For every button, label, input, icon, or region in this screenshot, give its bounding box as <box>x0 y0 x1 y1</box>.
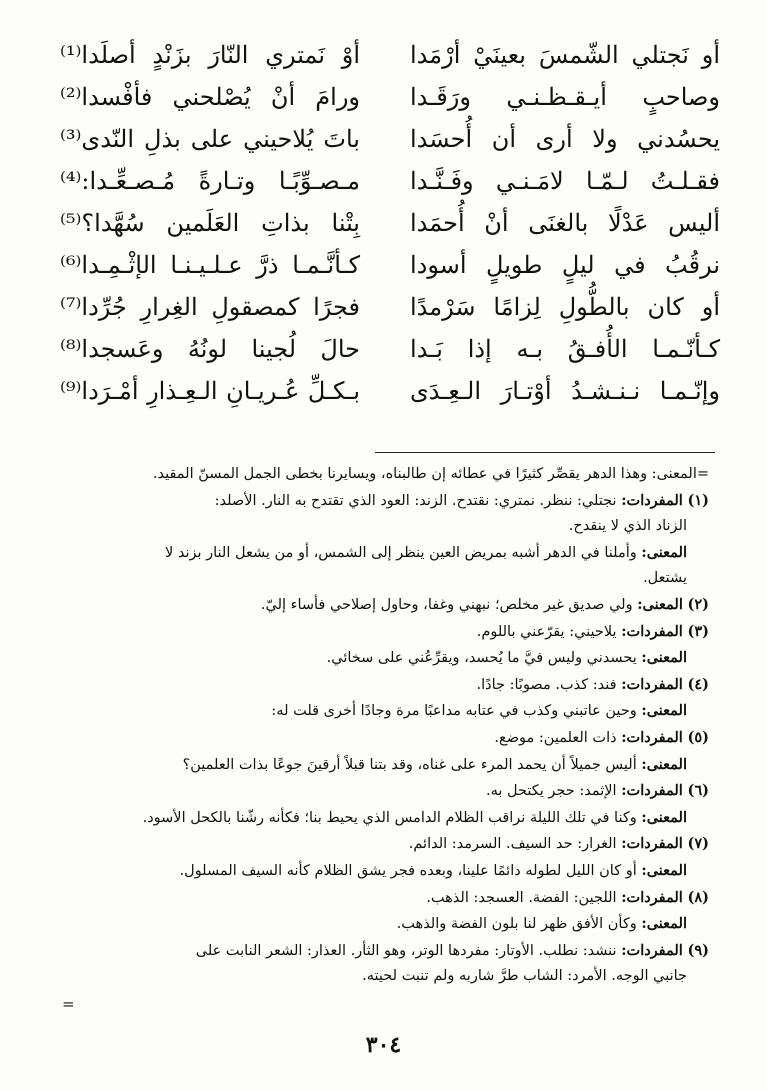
second-hemistich: باتَ يُلاحيني على بذلِ النّدى⁽³⁾ <box>60 125 360 153</box>
footnote-line <box>59 752 709 779</box>
footnote-line <box>59 566 709 592</box>
footnote-text: ولي صديق غير مخلص؛ نبهني وغفا، وحاول إصلاحي فأساء إليّ. <box>260 596 633 613</box>
second-hemistich: بـكـلِّ عُـريـانِ الـعِـذارِ أمْـرَدا⁽⁹⁾ <box>60 377 360 405</box>
footnote-line <box>59 540 709 567</box>
footnote-label: المفردات: <box>621 728 683 746</box>
footnote-text: يلاحيني: يقرّعني باللوم. <box>476 623 617 640</box>
footnote-line <box>59 672 709 699</box>
footnote-text: فند: كذب. مصوبًا: جادًا. <box>476 676 617 693</box>
footnote-line <box>59 725 709 752</box>
footnote-text: جانبي الوجه. الأمرد: الشاب طرَّ شاربه ولم تنبت لحيته. <box>362 968 687 985</box>
second-hemistich: حالَ لُجينا لونُهُ وعَسجدا⁽⁸⁾ <box>60 335 360 363</box>
second-hemistich: ورامَ أنْ يُصْلحني فأفْسدا⁽²⁾ <box>60 83 360 111</box>
page-number: ٣٠٤ <box>365 1032 402 1058</box>
footnote-text: الغرار: حد السيف. السرمد: الدائم. <box>408 836 617 853</box>
footnote-label: المعنى: <box>641 649 687 667</box>
footnote-line <box>59 911 709 938</box>
footnote-label: المفردات: <box>621 835 683 853</box>
first-hemistich: كـأنّـمـا الأُفـقُ بـه إذا بَـدا <box>410 335 720 363</box>
footnote-label: المعنى: <box>637 595 683 613</box>
footnote-line <box>59 645 709 672</box>
footnote-text: اللجين: الفضة. العسجد: الذهب. <box>426 889 617 906</box>
footnote-text: الإثمد: حجر يكتحل به. <box>486 783 617 800</box>
footnote-line <box>59 698 709 725</box>
footnote-number: (٣) <box>687 622 709 640</box>
footnote-number: (٩) <box>687 941 709 959</box>
footnote-text: يشتعل. <box>643 570 687 587</box>
footnote-number: (١) <box>687 491 709 509</box>
footnote-line <box>59 858 709 885</box>
verse-line <box>60 118 720 160</box>
first-hemistich: أو نَجتلي الشّمسَ بعينَيْ أرْمَدا <box>410 41 720 69</box>
footnote-text: أليس جميلاً أن يحمد المرء على غناه، وقد بتنا قبلاً أرقينَ جوعًا بذات العلمين؟ <box>182 756 637 773</box>
footnote-label: المفردات: <box>621 782 683 800</box>
footnote-label: المفردات: <box>621 675 683 693</box>
footnote-line <box>59 938 709 965</box>
first-hemistich: أليس عَدْلًا بالغنَى أنْ أُحمَدا <box>410 209 720 237</box>
footnote-text: وأملنا في الدهر أشبه بمريض العين ينظر إلى الشمس، أو من يشعل النار بزند لا <box>164 544 637 561</box>
footnote-label: المعنى: <box>641 702 687 720</box>
first-hemistich: نرقُبُ في ليلٍ طويلٍ أسودا <box>410 251 720 279</box>
verse-line <box>60 34 720 76</box>
first-hemistich: وإنّـمـا نـنـشـدُ أوْتـارَ الـعِـدَى <box>410 377 720 405</box>
verse-line <box>60 76 720 118</box>
second-hemistich: كـأنَّـمـا ذرَّ عـلـيـنـا الإثْـمِـدا⁽⁶⁾ <box>60 251 360 279</box>
verse-line <box>60 244 720 286</box>
verse-line <box>60 286 720 328</box>
footnote-label: المفردات: <box>621 491 683 509</box>
footnote-text: وكأن الأفق ظهر لنا بلون الفضة والذهب. <box>396 916 637 933</box>
first-hemistich: وصاحبٍ أيـقـظـنـي ورَقَـدا <box>410 83 720 111</box>
footnote-label: المفردات: <box>621 941 683 959</box>
footnote-label: المفردات: <box>621 622 683 640</box>
footnote-label: المعنى: <box>641 915 687 933</box>
footnote-text: وحين عاتبني وكذب في عتابه مداعبًا مرة وجادًا أخرى قلت له: <box>271 703 637 720</box>
footnote-number: (٨) <box>687 888 709 906</box>
footnote-number: (٧) <box>687 835 709 853</box>
footnote-number: (٢) <box>687 595 709 613</box>
footnote-line <box>59 831 709 858</box>
footnote-number: (٦) <box>687 782 709 800</box>
verse-line <box>60 370 720 412</box>
second-hemistich: أوْ نَمتري النّارَ بزَنْدٍ أصلَدا⁽¹⁾ <box>60 41 360 69</box>
first-hemistich: أو كان بالطُّولِ لِزامًا سَرْمدًا <box>410 293 720 321</box>
first-hemistich: فقـلـتُ لـمّـا لامَـنـي وفَـنَّـدا <box>410 167 720 195</box>
verse-line <box>60 202 720 244</box>
footnote-text: نجتلي: ننظر. نمتري: نقتدح. الزند: العود الذي تقتدح به النار. الأصلد: <box>214 492 617 509</box>
footnote-line <box>59 592 709 619</box>
footnote-text: وكنا في تلك الليلة نراقب الظلام الدامس الذي يحيط بنا؛ فكأنه رشّنا بالكحل الأسود. <box>142 809 637 826</box>
second-hemistich: فجرًا كمصقولِ الغِرارِ جُرِّدا⁽⁷⁾ <box>60 293 360 321</box>
footnote-label: المفردات: <box>621 888 683 906</box>
footnote-line <box>59 488 709 515</box>
second-hemistich: مـصـوِّبًـا وتـارةً مُـصـعِّـدا:⁽⁴⁾ <box>60 167 360 195</box>
footnote-line <box>59 514 709 540</box>
footnote-label: المعنى: <box>641 861 687 879</box>
footnote-text: أو كان الليل لطوله دائمًا علينا، وبعده فجر يشق الظلام كأنه السيف المسلول. <box>179 862 637 879</box>
footnote-text: يحسدني وليس فيَّ ما يُحسد، ويقرِّعُني على سخائي. <box>326 650 637 667</box>
footnote-text: ننشد: نطلب. الأوتار: مفردها الوتر، وهو الثأر. العذار: الشعر النابت على <box>195 942 617 959</box>
footnote-text: ذات العلمين: موضع. <box>494 729 617 746</box>
footnote-line <box>59 462 709 488</box>
footnote-label: المعنى: <box>641 543 687 561</box>
footnote-text: =المعنى: وهذا الدهر يقصِّر كثيرًا في عطائه إن طالبناه، ويسايرنا بخطى الجمل المسنّ المقيد. <box>152 466 709 482</box>
footnote-label: المعنى: <box>641 755 687 773</box>
footnote-line <box>59 778 709 805</box>
footnote-line <box>59 885 709 912</box>
verse-line <box>60 328 720 370</box>
footnote-line <box>59 964 709 990</box>
first-hemistich: يحسُدني ولا أرى أن أُحسَدا <box>410 125 720 153</box>
footnote-text: الزناد الذي لا ينقدح. <box>568 518 687 535</box>
second-hemistich: بِتْنا بذاتِ العَلَمين سُهَّدا؟⁽⁵⁾ <box>60 209 360 237</box>
verse-line <box>60 160 720 202</box>
poem-block <box>60 34 720 412</box>
footnote-number: (٥) <box>687 728 709 746</box>
footnote-separator <box>375 452 715 453</box>
footnote-label: المعنى: <box>641 808 687 826</box>
footnote-line <box>59 619 709 646</box>
footnote-number: (٤) <box>687 675 709 693</box>
footnotes <box>59 462 709 990</box>
continuation-mark: = <box>62 995 75 1013</box>
footnote-line <box>59 805 709 832</box>
